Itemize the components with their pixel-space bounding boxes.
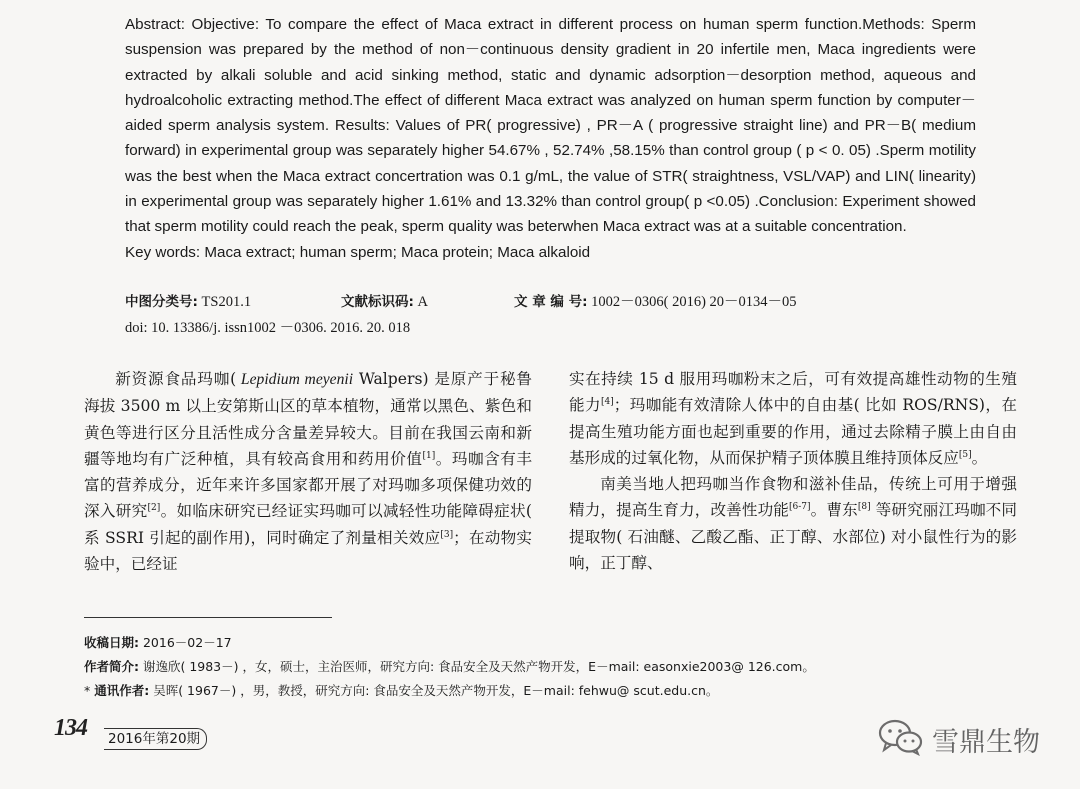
body-paragraph: 实在持续 15 d 服用玛咖粉末之后，可有效提高雄性动物的生殖能力[4]；玛咖能有效清除人体中的自由基( 比如 ROS/RNS)，在提高生殖功能方面也起到重要的作用，通过去除精子膜上由自由基形成的过氧化物，从而保护精子顶体膜且维持顶体反应[5]。 [569,370,1017,467]
body-paragraph: 新资源食品玛咖( Lepidium meyenii Walpers) 是原产于秘鲁海拔 3500 m 以上安第斯山区的草本植物，通常以黑色、紫色和黄色等进行区分且活性成分含量差异较大。目前在我国云南和新疆等地均有广泛种植，具有较高食用和药用价值[1]。玛咖含有丰富的营养成分，近年来许多国家都开展了对玛咖多项保健功效的深入研究[2]。如临床研究已经证实玛咖可以减轻性功能障碍症状( 系 SSRI 引起的副作用)，同时确定了剂量相关效应[3]；在动物实验中，已经证 [84,370,532,574]
doi-line: doi: 10. 13386/j. issn1002 －0306. 2016. 20. 018 [125,320,411,336]
keywords-line: Key words: Maca extract; human sperm; Maca protein; Maca alkaloid [125,243,591,261]
footnote-received: 收稿日期: 2016－02－17 [84,635,232,650]
footnote-corresponding: * 通讯作者: 吴晖( 1967－) ，男，教授，研究方向: 食品安全及天然产物开发，E－mail: fehwu@ scut.edu.cn。 [84,683,719,698]
citation-ref: [5] [958,449,972,460]
citation-ref: [6-7] [789,502,811,513]
classification-line [125,290,985,314]
page-number: 134 [54,715,87,741]
footnote-author: 作者简介: 谢逸欣( 1983－) ，女，硕士，主治医师，研究方向: 食品安全及天然产物开发，E－mail: easonxie2003@ 126.com。 [84,659,815,674]
watermark [878,718,1040,761]
wechat-icon [878,718,924,761]
watermark-label: 雪鼎生物 [932,727,1040,758]
citation-ref: [8] [857,502,871,513]
citation-ref: [3] [440,529,454,540]
abstract-section [125,12,976,265]
citation-ref: [1] [422,450,436,461]
doc-code-field: 文献标识码: A [341,294,429,310]
body-paragraph: 南美当地人把玛咖当作食物和滋补佳品，传统上可用于增强精力，提高生育力，改善性功能[6-7]。曹东[8] 等研究丽江玛咖不同提取物( 石油醚、乙酸乙酯、正丁醇、水部位) 对小鼠性行为的影响，正丁醇、 [569,475,1017,573]
clc-field: 中图分类号: TS201.1 [125,294,252,310]
footnote-divider [84,617,332,618]
body-right-column [569,366,1017,576]
abstract-text: Abstract: Objective: To compare the effect of Maca extract in different process on human sperm function.Methods: Sperm suspension was prepared by the method of non－continuous density gradient in 20 infertile men, Maca ingredients were extracted by alkali soluble and acid sinking method, static and dynamic adsorption－desorption method, aqueous and hydroalcoholic extracting method.The effect of different Maca extract was analyzed on human sperm function by computer－aided sperm analysis system. Results: Values of PR( progressive) , PR－A ( progressive straight line) and PR－B( medium forward) in experimental group was separately higher 54.67% , 52.74% ,58.15% than control group ( p < 0. 05) .Sperm motility was the best when the Maca extract concertration was 0.1 g/mL, the value of STR( straightness, VSL/VAP) and LIN( linearity) in experimental group was separately higher 1.61% and 13.32% than control group( p <0.05) .Conclusion: Experiment showed that sperm motility could reach the peak, sperm quality was beterwhen Maca extract was at a suitable concentration. [125,16,976,236]
issue-label: 2016年第20期 [104,728,207,750]
species-name: Lepidium meyenii [236,371,354,388]
citation-ref: [4] [600,397,614,408]
body-left-column [84,366,532,577]
article-number-field: 文 章 编 号: 1002－0306( 2016) 20－0134－05 [514,294,797,310]
citation-ref: [2] [147,503,161,514]
